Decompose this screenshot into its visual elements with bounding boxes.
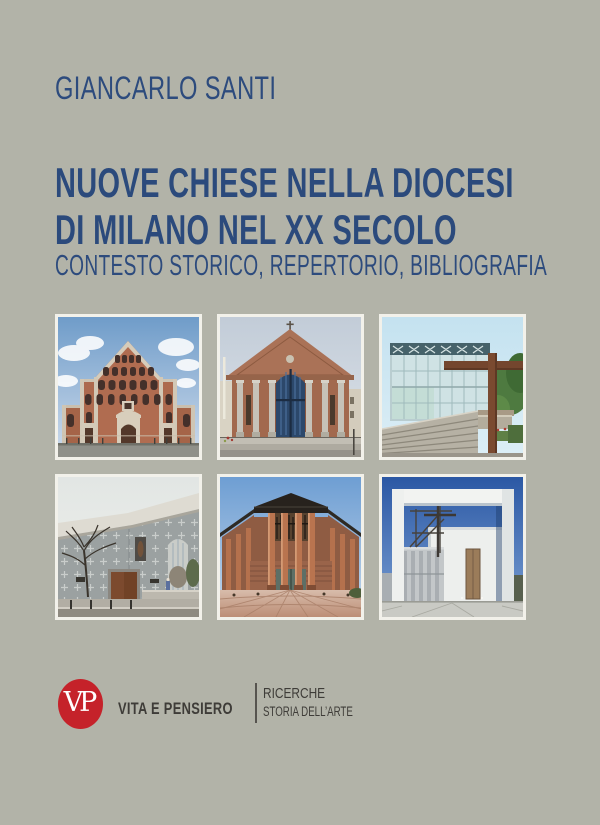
footer-divider bbox=[255, 683, 257, 723]
photo-postmodern-colonnade-church bbox=[217, 474, 364, 620]
photo-grid bbox=[55, 314, 526, 620]
book-title bbox=[55, 159, 514, 253]
church-photo-4 bbox=[58, 477, 199, 617]
book-title-line2: DI MILANO NEL XX SECOLO bbox=[55, 206, 457, 253]
church-photo-1 bbox=[58, 317, 199, 457]
church-photo-6 bbox=[382, 477, 523, 617]
photo-neoclassical-pediment-church bbox=[217, 314, 364, 460]
photo-modern-glass-church bbox=[379, 314, 526, 460]
publisher-name: VITA E PENSIERO bbox=[118, 700, 233, 718]
photo-minimalist-white-portal-church bbox=[379, 474, 526, 620]
photo-concrete-canopy-church bbox=[55, 474, 202, 620]
author-name: GIANCARLO SANTI bbox=[55, 70, 277, 106]
vita-e-pensiero-logo bbox=[58, 679, 103, 729]
book-title-line1: NUOVE CHIESE NELLA DIOCESI bbox=[55, 159, 514, 206]
collection-series: STORIA DELL’ARTE bbox=[263, 704, 353, 719]
collection-name: RICERCHE bbox=[263, 686, 326, 702]
church-photo-2 bbox=[220, 317, 361, 457]
vp-monogram: VP bbox=[63, 687, 94, 718]
church-photo-3 bbox=[382, 317, 523, 457]
photo-neo-romanesque-brick-church bbox=[55, 314, 202, 460]
book-subtitle: CONTESTO STORICO, REPERTORIO, BIBLIOGRAFIA bbox=[55, 250, 548, 282]
church-photo-5 bbox=[220, 477, 361, 617]
